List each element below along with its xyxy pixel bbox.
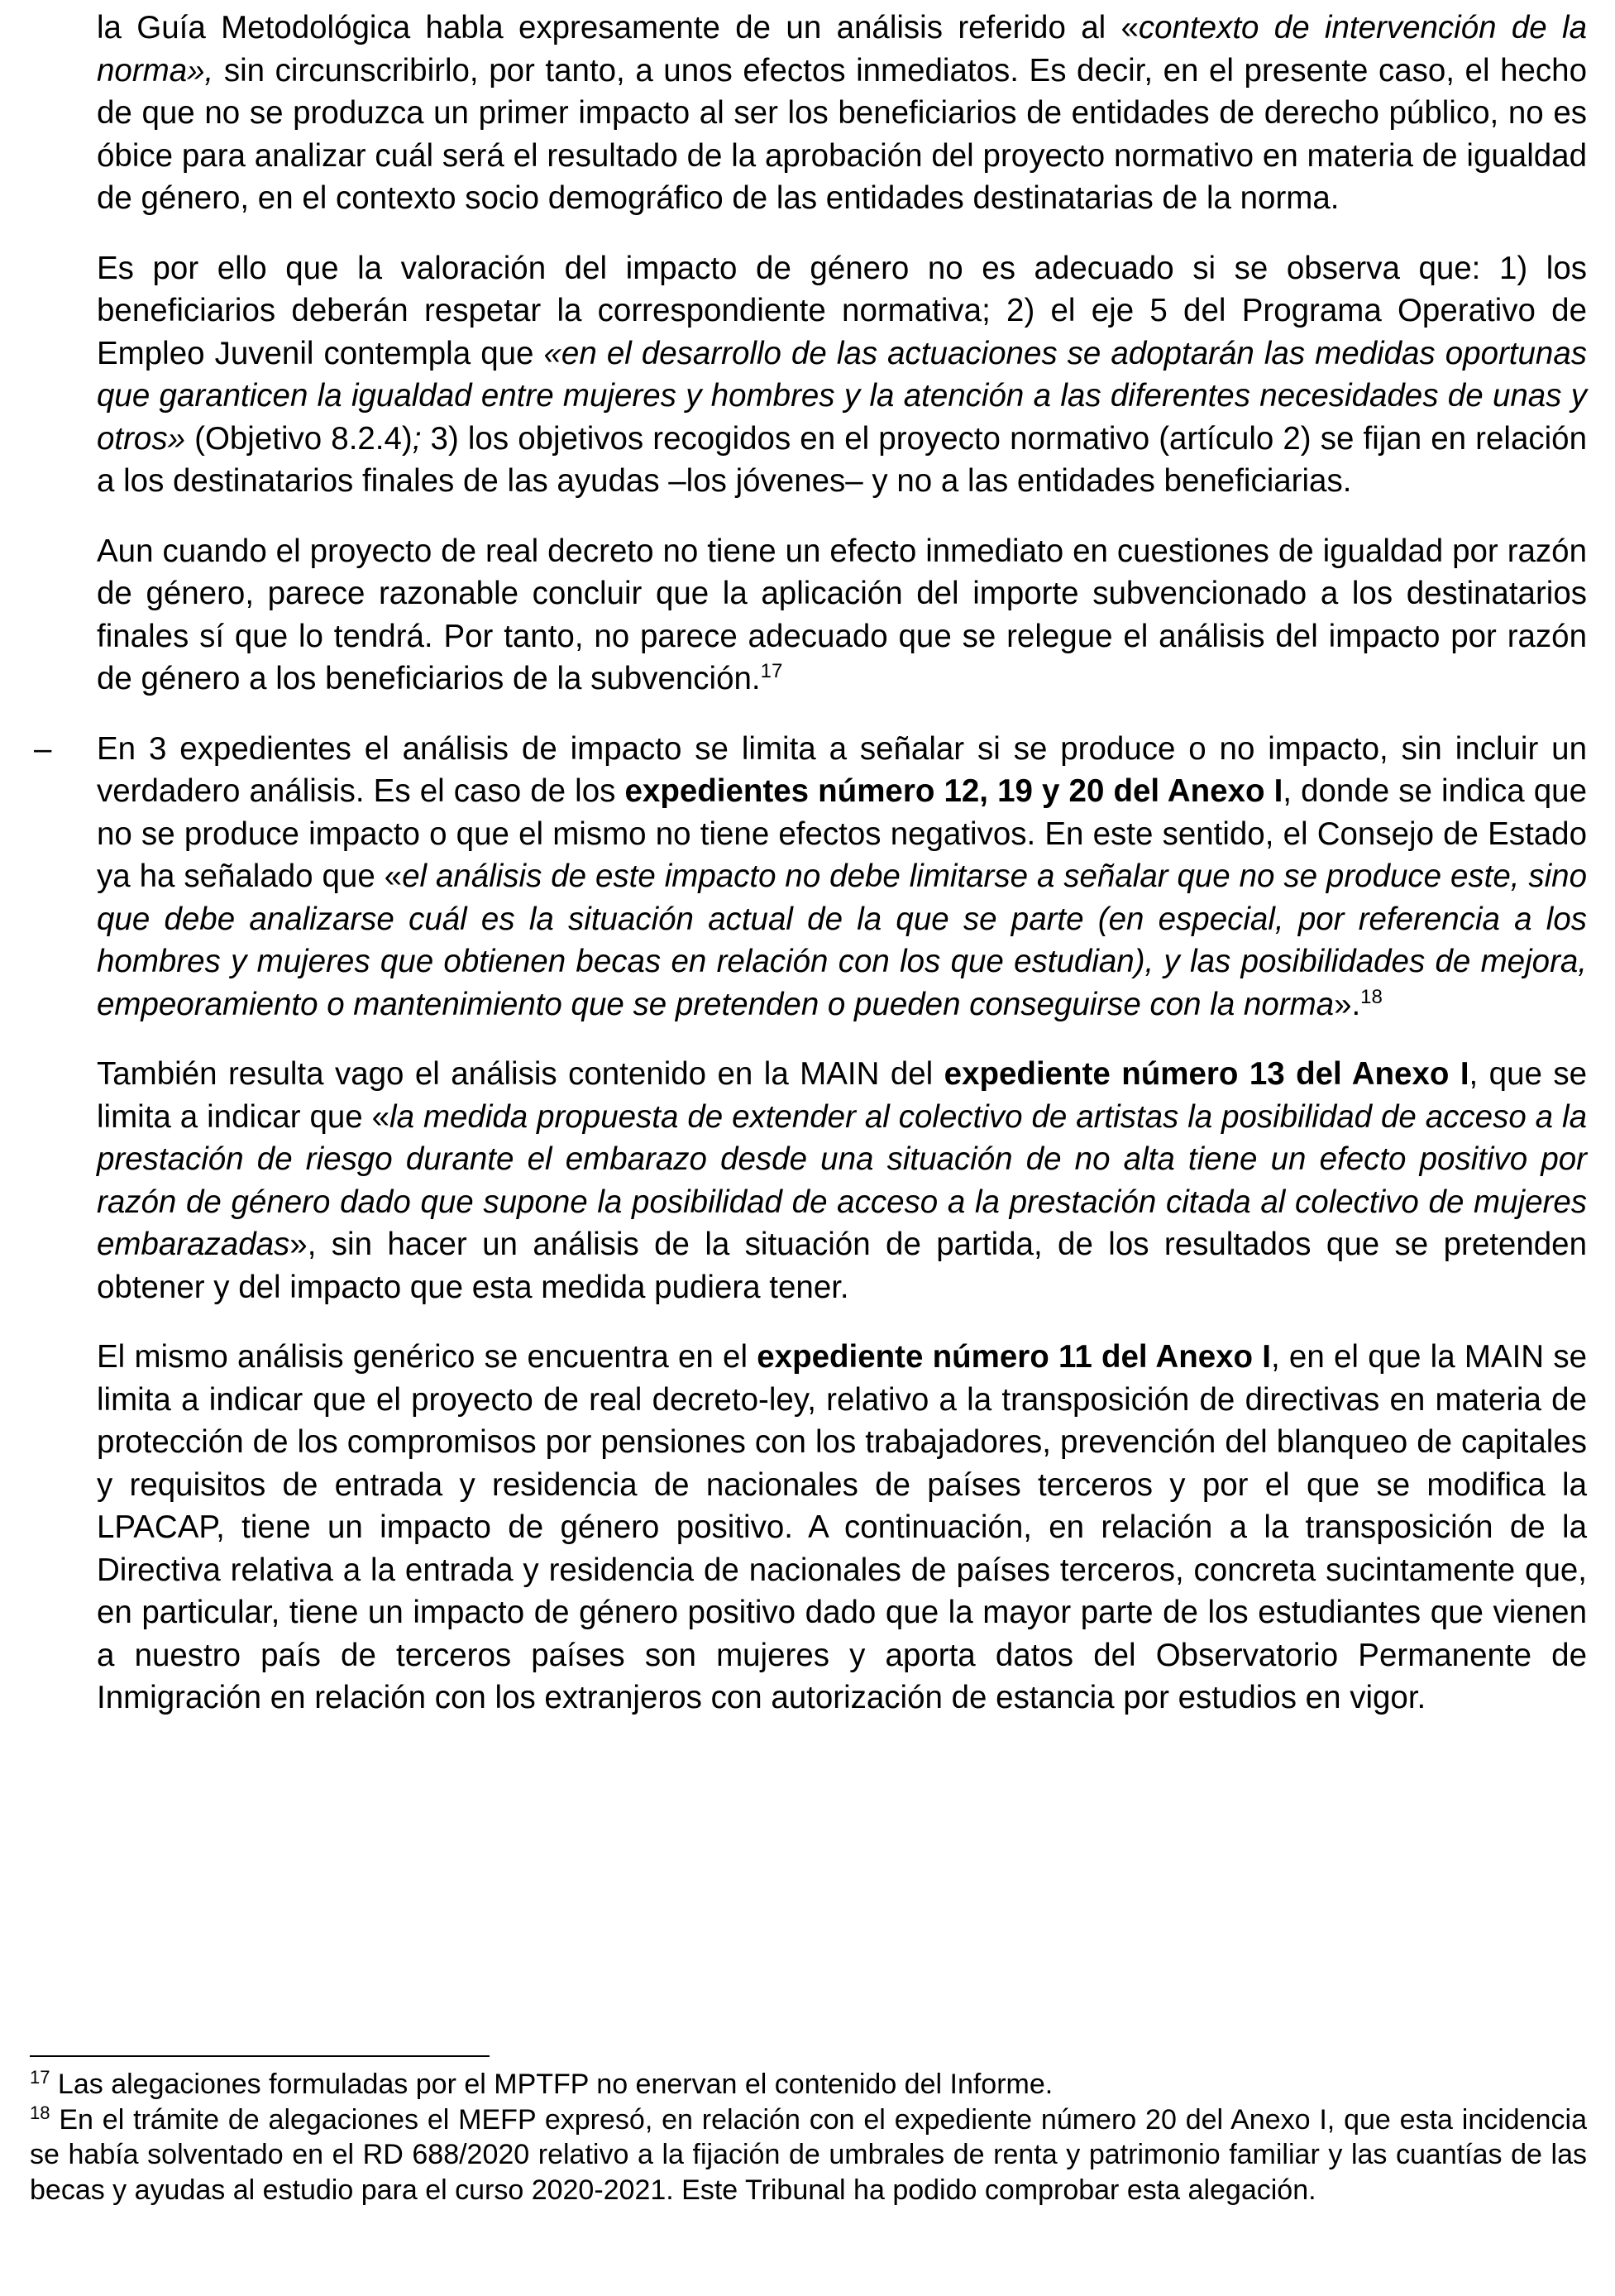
- paragraph-valoracion-impacto: Es por ello que la valoración del impacto de género no es adecuado si se observa que: 1) los beneficiarios deberán respetar la correspondiente normativa; 2) el eje 5 del Programa Operativo de Empleo Juvenil contempla que «en el desarrollo de las actuaciones se adoptarán las medidas oportunas que garanticen la igualdad entre mujeres y hombres y la atención a las diferentes necesidades de unas y otros» (Objetivo 8.2.4); 3) los objetivos recogidos en el proyecto normativo (artículo 2) se fijan en relación a los destinatarios finales de las ayudas –los jóvenes– y no a las entidades beneficiarias.: [97, 250, 1587, 499]
- bullet-paragraph-tres-expedientes: – En 3 expedientes el análisis de impacto se limita a señalar si se produce o no impacto, sin incluir un verdadero análisis. Es el caso de los expedientes número 12, 19 y 20 del Anexo I, donde se indica que no se produce impacto o que el mismo no tiene efectos negativos. En este sentido, el Consejo de Estado ya ha señalado que «el análisis de este impacto no debe limitarse a señalar que no se produce este, sino que debe analizarse cuál es la situación actual de la que se parte (en especial, por referencia a los hombres y mujeres que obtienen becas en relación con los que estudian), y las posibilidades de mejora, empeoramiento o mantenimiento que se pretenden o pueden conseguirse con la norma».$^{18}$: [97, 728, 1587, 1026]
- body-text: [34, 7, 1588, 1747]
- paragraph-expediente-13: También resulta vago el análisis contenido en la MAIN del expediente número 13 del Anexo I, que se limita a indicar que «la medida propuesta de extender al colectivo de artistas la posibilidad de acceso a la prestación de riesgo durante el embarazo desde una situación de no alta tiene un efecto positivo por razón de género dado que supone la posibilidad de acceso a la prestación citada al colectivo de mujeres embarazadas», sin hacer un análisis de la situación de partida, de los resultados que se pretenden obtener y del impacto que esta medida pudiera tener.: [97, 1056, 1588, 1305]
- footnotes: [30, 2067, 1587, 2208]
- paragraph-conclusion-impacto: Aun cuando el proyecto de real decreto no tiene un efecto inmediato en cuestiones de igualdad por razón de género, parece razonable concluir que la aplicación del importe subvencionado a los destinatarios finales sí que lo tendrá. Por tanto, no parece adecuado que se relegue el análisis del impacto por razón de género a los beneficiarios de la subvención.$^{17}$: [97, 533, 1587, 696]
- footnote-text: Las alegaciones formuladas por el MPTFP no enervan el contenido del Informe.: [50, 2069, 1054, 2100]
- footnote-17: [30, 2067, 1587, 2102]
- footnote-number: 17: [30, 2067, 50, 2088]
- paragraph-expediente-11: El mismo análisis genérico se encuentra en el expediente número 11 del Anexo I, en el que la MAIN se limita a indicar que el proyecto de real decreto-ley, relativo a la transposición de directivas en materia de protección de los compromisos por pensiones con los trabajadores, prevención del blanqueo de capitales y requisitos de entrada y residencia de nacionales de países terceros y por el que se modifica la LPACAP, tiene un impacto de género positivo. A continuación, en relación a la transposición de la Directiva relativa a la entrada y residencia de nacionales de países terceros, concreta sucintamente que, en particular, tiene un impacto de género positivo dado que la mayor parte de los estudiantes que vienen a nuestro país de terceros países son mujeres y aporta datos del Observatorio Permanente de Inmigración en relación con los extranjeros con autorización de estancia por estudios en vigor.: [97, 1339, 1588, 1715]
- footnote-18: [30, 2102, 1587, 2208]
- footnote-ref-17[interactable]: 17: [760, 660, 783, 682]
- bullet-dash: –: [34, 730, 52, 767]
- paragraph-guia-metodologica: la Guía Metodológica habla expresamente de un análisis referido al «contexto de intervención de la norma», sin circunscribirlo, por tanto, a unos efectos inmediatos. Es decir, en el presente caso, el hecho de que no se produzca un primer impacto al ser los beneficiarios de entidades de derecho público, no es óbice para analizar cuál será el resultado de la aprobación del proyecto normativo en materia de igualdad de género, en el contexto socio demográfico de las entidades destinatarias de la norma.: [97, 10, 1587, 216]
- footnote-ref-18[interactable]: 18: [1360, 985, 1383, 1008]
- footnote-number: 18: [30, 2102, 50, 2123]
- footnote-text: En el trámite de alegaciones el MEFP expresó, en relación con el expediente número 20 del Anexo I, que esta incidencia se había solventado en el RD 688/2020 relativo a la fijación de umbrales de renta y patrimonio familiar y las cuantías de las becas y ayudas al estudio para el curso 2020-2021. Este Tribunal ha podido comprobar esta alegación.: [30, 2103, 1587, 2206]
- footnote-separator: [30, 2055, 490, 2057]
